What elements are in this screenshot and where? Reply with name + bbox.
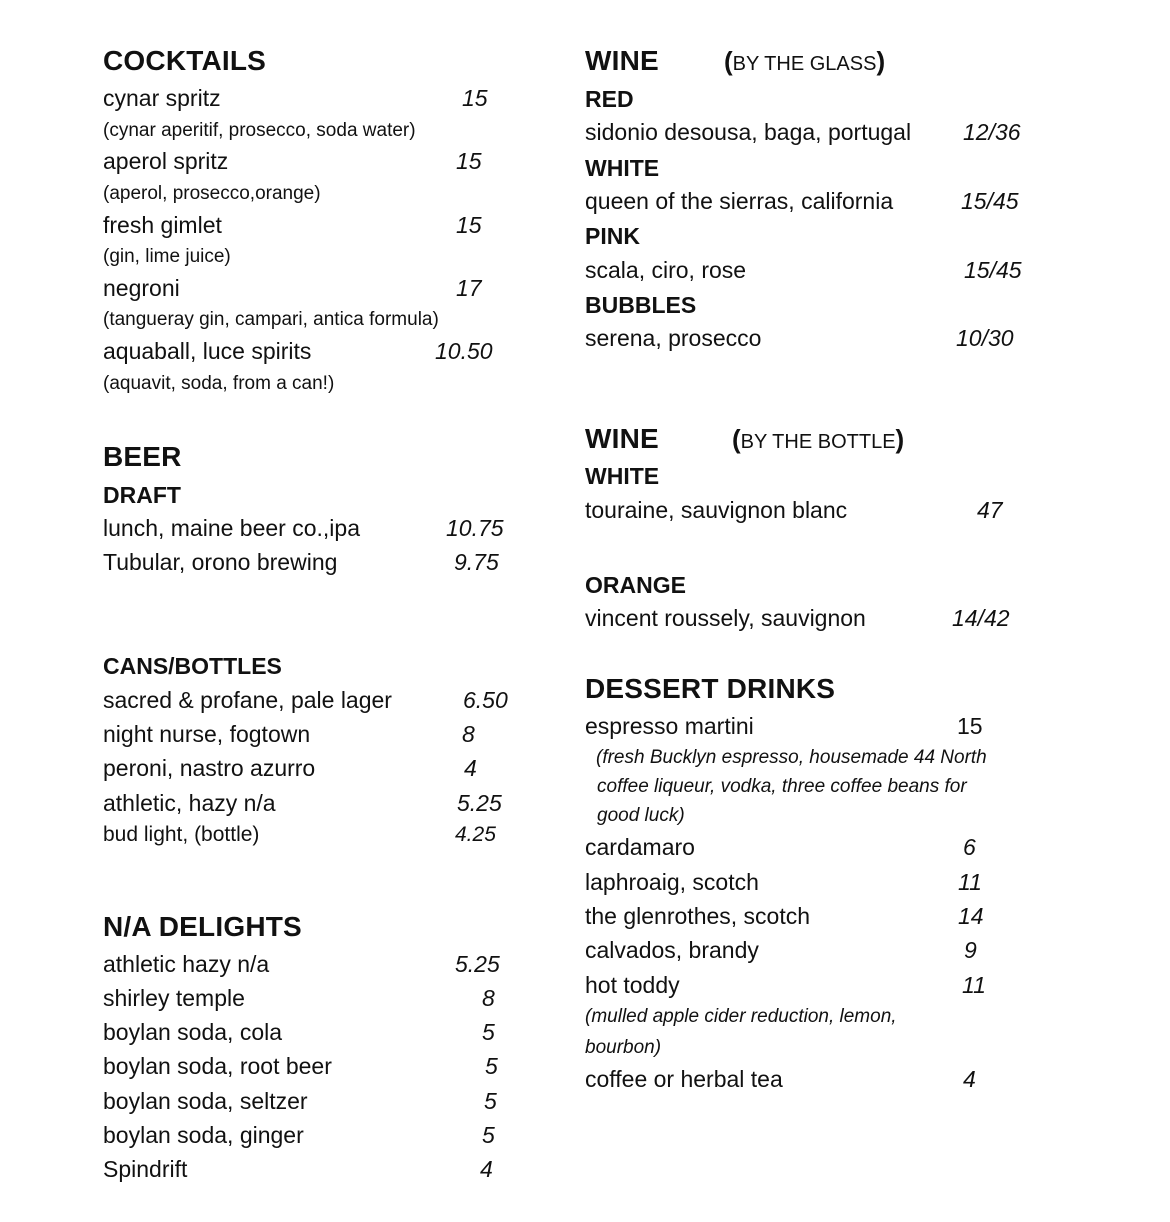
menu-item-name: Spindrift — [103, 1156, 188, 1182]
menu-item-name: boylan soda, ginger — [103, 1122, 304, 1148]
white-subheading: WHITE — [585, 155, 660, 181]
menu-item-price: 5 — [482, 1122, 495, 1148]
menu-item-name: calvados, brandy — [585, 937, 759, 963]
menu-item-description: (fresh Bucklyn espresso, housemade 44 North — [596, 747, 987, 768]
menu-item-price: 6.50 — [463, 687, 508, 713]
close-paren: ) — [895, 424, 905, 454]
menu-item-price: 8 — [462, 721, 475, 747]
menu-item-price: 11 — [962, 972, 986, 998]
menu-item-description: (tangueray gin, campari, antica formula) — [103, 309, 439, 330]
menu-item-price: 15 — [456, 212, 482, 238]
menu-item-description: (mulled apple cider reduction, lemon, — [585, 1006, 897, 1027]
menu-item-price: 5 — [484, 1088, 497, 1114]
orange-subheading: ORANGE — [585, 572, 686, 598]
menu-item-name: aperol spritz — [103, 148, 229, 174]
menu-item-price: 5 — [485, 1053, 498, 1079]
menu-item-price: 4 — [480, 1156, 493, 1182]
menu-item-name: bud light, (bottle) — [103, 823, 260, 846]
dessert-drinks-heading: DESSERT DRINKS — [585, 673, 836, 704]
menu-item-name: cynar spritz — [103, 85, 221, 111]
menu-item-price: 9 — [964, 937, 977, 963]
menu-item-description: (gin, lime juice) — [103, 246, 231, 267]
close-paren: ) — [876, 46, 886, 76]
menu-item-name: lunch, maine beer co.,ipa — [103, 515, 360, 541]
menu-item-price: 15/45 — [961, 188, 1019, 214]
menu-item-price: 5.25 — [457, 790, 502, 816]
menu-item-name: hot toddy — [585, 972, 680, 998]
open-paren: ( — [724, 46, 733, 76]
draft-subheading: DRAFT — [103, 482, 181, 508]
cocktails-heading: COCKTAILS — [103, 45, 267, 76]
menu-item-description: coffee liqueur, vodka, three coffee beans for — [597, 776, 967, 797]
menu-item-description: (aperol, prosecco,orange) — [103, 183, 321, 204]
menu-item-price: 8 — [482, 985, 495, 1011]
cans-bottles-subheading: CANS/BOTTLES — [103, 653, 282, 679]
menu-item-price: 14/42 — [952, 605, 1010, 631]
menu-item-name: laphroaig, scotch — [585, 869, 759, 895]
menu-item-price: 10.75 — [446, 515, 504, 541]
menu-item-name: athletic, hazy n/a — [103, 790, 276, 816]
menu-item-price: 15/45 — [964, 257, 1022, 283]
menu-item-price: 6 — [963, 834, 976, 860]
menu-item-name: sacred & profane, pale lager — [103, 687, 392, 713]
menu-item-price: 11 — [958, 869, 982, 895]
menu-item-name: Tubular, orono brewing — [103, 549, 338, 575]
menu-item-name: boylan soda, seltzer — [103, 1088, 308, 1114]
menu-item-name: peroni, nastro azurro — [103, 755, 316, 781]
wine-bottle-qualifier — [732, 424, 904, 455]
menu-item-price: 4.25 — [455, 823, 496, 846]
menu-item-name: touraine, sauvignon blanc — [585, 497, 848, 523]
menu-item-name: sidonio desousa, baga, portugal — [585, 119, 912, 145]
menu-item-price: 17 — [456, 275, 482, 301]
wine-glass-qualifier — [724, 46, 885, 77]
red-subheading: RED — [585, 86, 634, 112]
menu-item-name: negroni — [103, 275, 180, 301]
menu-item-name: aquaball, luce spirits — [103, 338, 312, 364]
menu-item-price: 14 — [958, 903, 984, 929]
menu-item-price: 47 — [977, 497, 1003, 523]
qualifier-text: BY THE BOTTLE — [740, 431, 896, 453]
menu-item-price: 4 — [963, 1066, 976, 1092]
menu-item-price: 10.50 — [435, 338, 493, 364]
menu-item-price: 15 — [456, 148, 482, 174]
menu-item-name: athletic hazy n/a — [103, 951, 270, 977]
menu-item-price: 9.75 — [454, 549, 499, 575]
menu-item-name: fresh gimlet — [103, 212, 222, 238]
menu-item-name: serena, prosecco — [585, 325, 762, 351]
menu-item-description: (aquavit, soda, from a can!) — [103, 373, 335, 394]
menu-item-price: 5 — [482, 1019, 495, 1045]
menu-item-name: coffee or herbal tea — [585, 1066, 783, 1092]
beer-heading: BEER — [103, 441, 182, 472]
menu-item-name: shirley temple — [103, 985, 245, 1011]
menu-item-name: cardamaro — [585, 834, 695, 860]
menu-item-price: 15 — [957, 713, 983, 739]
menu-item-price: 4 — [464, 755, 477, 781]
qualifier-text: BY THE GLASS — [732, 53, 877, 75]
menu-item-name: night nurse, fogtown — [103, 721, 311, 747]
wine-bottle-heading: WINE — [585, 423, 659, 454]
menu-item-name: boylan soda, root beer — [103, 1053, 332, 1079]
menu-item-price: 15 — [462, 85, 488, 111]
bubbles-subheading: BUBBLES — [585, 292, 697, 318]
menu-item-price: 12/36 — [963, 119, 1021, 145]
menu-item-name: boylan soda, cola — [103, 1019, 283, 1045]
open-paren: ( — [732, 424, 741, 454]
menu-item-name: queen of the sierras, california — [585, 188, 894, 214]
menu-item-name: vincent roussely, sauvignon — [585, 605, 866, 631]
white-subheading: WHITE — [585, 463, 660, 489]
menu-item-name: the glenrothes, scotch — [585, 903, 811, 929]
menu-item-description: (cynar aperitif, prosecco, soda water) — [103, 120, 416, 141]
na-delights-heading: N/A DELIGHTS — [103, 911, 302, 942]
wine-glass-heading: WINE — [585, 45, 659, 76]
menu-item-name: scala, ciro, rose — [585, 257, 747, 283]
menu-item-description: good luck) — [597, 805, 685, 826]
menu-item-description: bourbon) — [585, 1037, 662, 1058]
pink-subheading: PINK — [585, 223, 640, 249]
menu-item-price: 10/30 — [956, 325, 1014, 351]
menu-item-price: 5.25 — [455, 951, 500, 977]
menu-item-name: espresso martini — [585, 713, 754, 739]
